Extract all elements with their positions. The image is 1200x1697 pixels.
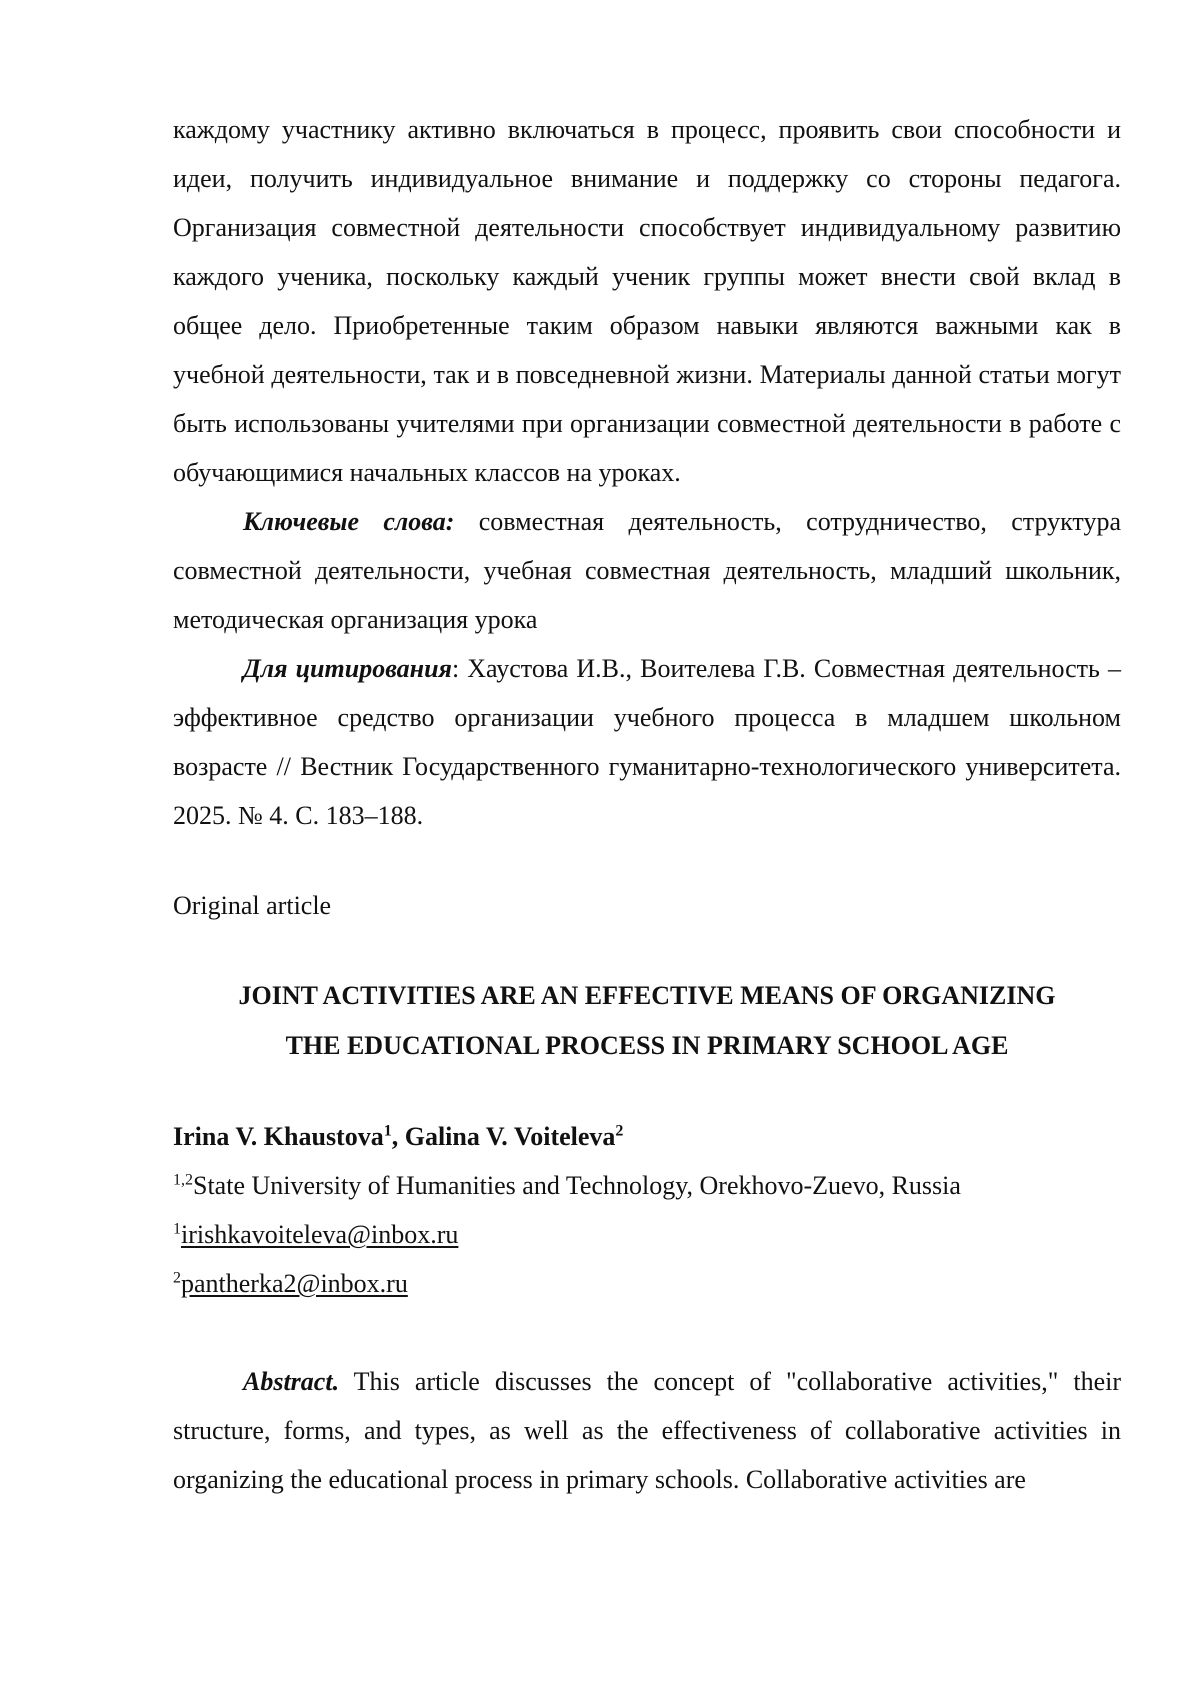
email-line-1 — [173, 1210, 1121, 1259]
russian-abstract-continuation: каждому участнику активно включаться в процесс, проявить свои способности и идеи, получить индивидуальное внимание и поддержку со стороны педагога. Организация совместной деятельности способствует индивидуальному развитию каждого ученика, поскольку каждый ученик группы может внести свой вклад в общее дело. Приобретенные таким образом навыки являются важными как в учебной деятельности, так и в повседневной жизни. Материалы данной статьи могут быть использованы учителями при организации совместной деятельности в работе с обучающимися начальных классов на уроках. — [173, 115, 1121, 487]
keywords-label: Ключевые слова: — [243, 507, 455, 536]
email-link-2[interactable]: pantherka2@inbox.ru — [181, 1269, 408, 1298]
spacer — [173, 1071, 1121, 1112]
english-abstract-paragraph — [173, 1357, 1121, 1504]
affiliation-line — [173, 1161, 1121, 1210]
author-1-name: Irina V. Khaustova — [173, 1122, 384, 1151]
keywords-text: совместная деятельность, сотрудничество, структура совместной деятельности, учебная совместная деятельность, младший школьник, методическая организация урока — [173, 507, 1121, 634]
spacer — [173, 840, 1121, 881]
affiliation-text: State University of Humanities and Technology, Orekhovo-Zuevo, Russia — [193, 1171, 961, 1200]
author-2-sup: 2 — [615, 1122, 624, 1140]
email-link-1[interactable]: irishkavoiteleva@inbox.ru — [181, 1220, 459, 1249]
email-1-sup: 1 — [173, 1220, 181, 1238]
article-title-line-1: JOINT ACTIVITIES ARE AN EFFECTIVE MEANS OF ORGANIZING — [238, 981, 1056, 1010]
citation-label: Для цитирования — [243, 654, 452, 683]
authors-line — [173, 1112, 1121, 1161]
email-2-sup: 2 — [173, 1269, 181, 1287]
affiliation-sup: 1,2 — [173, 1171, 193, 1189]
author-separator: , — [391, 1122, 405, 1151]
citation-paragraph — [173, 644, 1121, 840]
author-1-sup: 1 — [383, 1122, 392, 1140]
keywords-paragraph — [173, 497, 1121, 644]
abstract-text: This article discusses the concept of "collaborative activities," their structure, forms, and types, as well as the effectiveness of collaborative activities in organizing the educational process in primary schools. Collaborative activities are — [173, 1367, 1121, 1494]
paper-page — [173, 105, 1121, 1504]
spacer — [173, 1308, 1121, 1357]
article-title-line-2: THE EDUCATIONAL PROCESS IN PRIMARY SCHOOL AGE — [285, 1031, 1009, 1060]
spacer — [173, 930, 1121, 971]
email-line-2 — [173, 1259, 1121, 1308]
author-2-name: Galina V. Voiteleva — [404, 1122, 616, 1151]
article-type: Original article — [173, 891, 332, 920]
abstract-label: Abstract. — [243, 1367, 340, 1396]
citation-text: : Хаустова И.В., Воителева Г.В. Совместная деятельность – эффективное средство организации учебного процесса в младшем школьном возрасте // Вестник Государственного гуманитарно-технологического университета. 2025. № 4. С. 183–188. — [173, 654, 1122, 830]
